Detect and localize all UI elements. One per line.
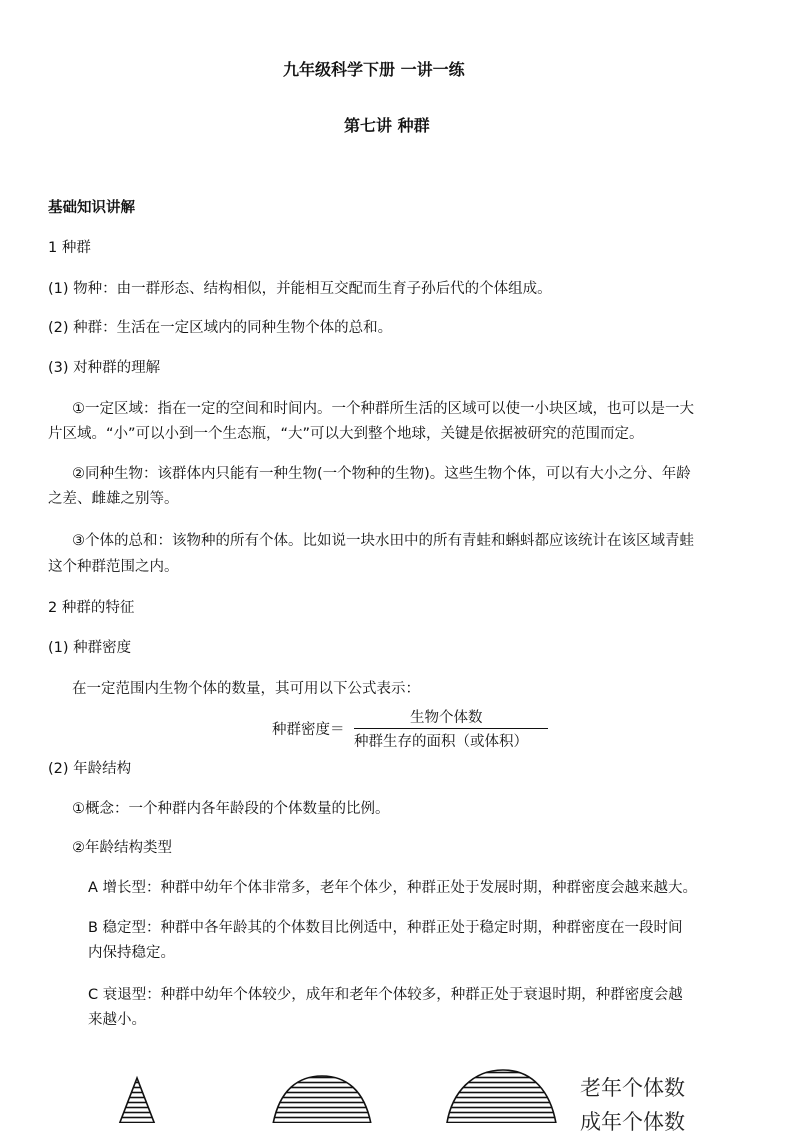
section-heading-basics: 基础知识讲解	[48, 200, 135, 216]
para-region-line2: 片区域。“小”可以小到一个生态瓶，“大”可以大到整个地球，关键是依据被研究的范围而定。	[48, 426, 644, 442]
type-stable-line2: 内保持稳定。	[88, 945, 175, 961]
type-decline-line1: C 衰退型：种群中幼年个体较少，成年和老年个体较多，种群正处于衰退时期，种群密度会越	[88, 987, 683, 1003]
decline-urn-shape	[446, 1070, 557, 1123]
legend-old-label: 老年个体数	[580, 1076, 685, 1100]
item-age-structure: (2) 年龄结构	[48, 761, 132, 777]
formula-numerator: 生物个体数	[410, 710, 483, 726]
legend-adult-label: 成年个体数	[580, 1110, 685, 1134]
heading-population: 1 种群	[48, 240, 91, 256]
heading-characteristics: 2 种群的特征	[48, 600, 135, 616]
type-stable-line1: B 稳定型：种群中各年龄其的个体数目比例适中，种群正处于稳定时期，种群密度在一段时间	[88, 920, 683, 936]
growth-pyramid-shape	[117, 1078, 157, 1123]
age-concept: ①概念：一个种群内各年龄段的个体数量的比例。	[72, 801, 390, 817]
para-total-line1: ③个体的总和：该物种的所有个体。比如说一块水田中的所有青蛙和蝌蚪都应该统计在该区域青蛙	[72, 533, 694, 549]
age-structure-figures	[0, 1060, 794, 1134]
para-region-line1: ①一定区域：指在一定的空间和时间内。一个种群所生活的区域可以使一小块区域，也可以是一大	[72, 401, 694, 417]
formula-lhs: 种群密度＝	[272, 722, 345, 738]
lecture-title: 第七讲 种群	[344, 116, 430, 135]
para-same-species-line2: 之差、雌雄之别等。	[48, 491, 179, 507]
type-growth: A 增长型：种群中幼年个体非常多，老年个体少，种群正处于发展时期，种群密度会越来越大。	[88, 880, 698, 896]
para-same-species-line1: ②同种生物：该群体内只能有一种生物(一个物种的生物)。这些生物个体，可以有大小之分、年龄	[72, 466, 691, 482]
item-population-def: (2) 种群：生活在一定区域内的同种生物个体的总和。	[48, 320, 393, 336]
type-decline-line2: 来越小。	[88, 1012, 146, 1028]
item-density: (1) 种群密度	[48, 640, 132, 656]
document-title: 九年级科学下册 一讲一练	[283, 60, 465, 79]
density-intro: 在一定范围内生物个体的数量，其可用以下公式表示：	[72, 681, 420, 697]
density-formula	[272, 706, 572, 750]
fraction-bar	[354, 728, 548, 729]
formula-denominator: 种群生存的面积（或体积）	[354, 734, 528, 750]
age-types-heading: ②年龄结构类型	[72, 840, 172, 856]
stable-bell-shape	[272, 1076, 372, 1123]
item-understanding: (3) 对种群的理解	[48, 360, 161, 376]
item-species: (1) 物种：由一群形态、结构相似，并能相互交配而生育子孙后代的个体组成。	[48, 281, 552, 297]
para-total-line2: 这个种群范围之内。	[48, 559, 179, 575]
